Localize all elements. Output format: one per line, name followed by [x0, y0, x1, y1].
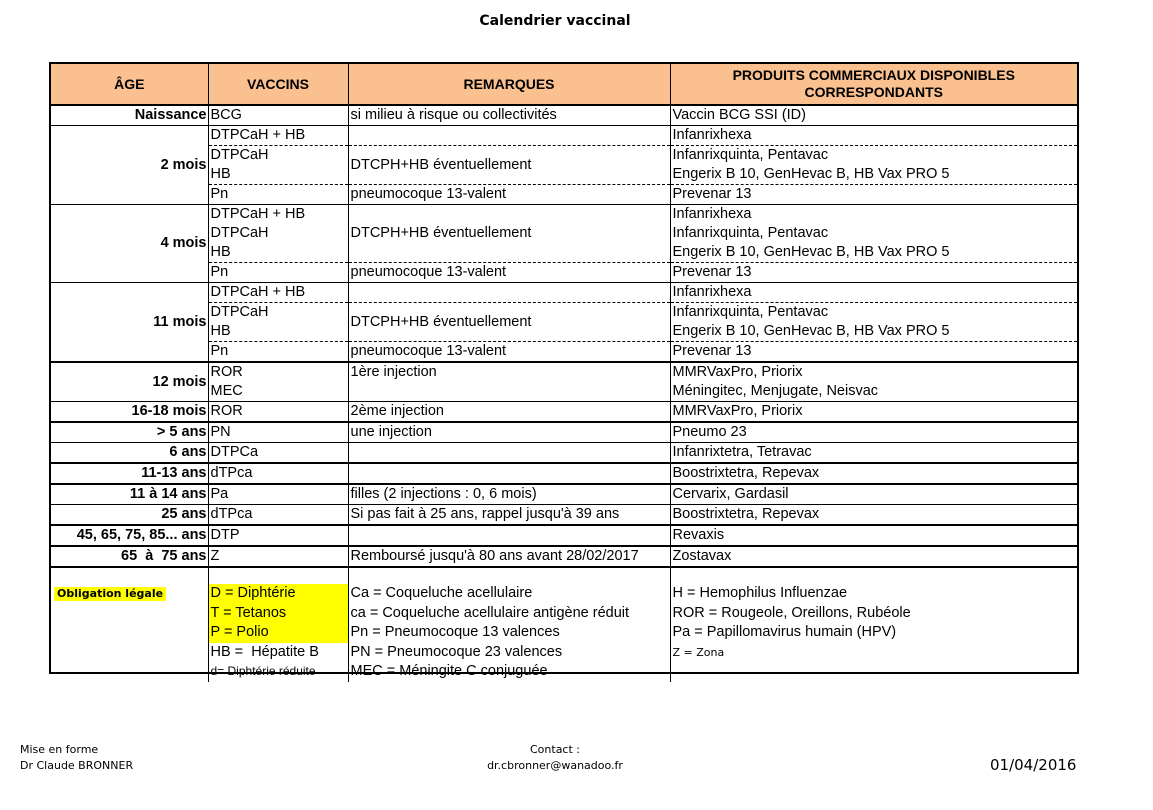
age-cell: 16-18 mois — [51, 402, 208, 423]
vaccine-cell: HB — [208, 243, 348, 263]
age-cell: 11 à 14 ans — [51, 484, 208, 505]
vaccine-cell: Pa — [208, 484, 348, 505]
header-produits-line2: CORRESPONDANTS — [804, 84, 943, 100]
obligation-legale-label: Obligation légale — [54, 587, 166, 601]
age-cell: 25 ans — [51, 505, 208, 526]
table-row — [51, 484, 1077, 505]
table-row — [51, 105, 1077, 126]
remark-cell: pneumocoque 13-valent — [348, 263, 670, 283]
vaccine-schedule-table — [49, 62, 1079, 680]
table-row — [51, 505, 1077, 526]
legend-obligation-cell — [51, 584, 208, 604]
header-produits-line1: PRODUITS COMMERCIAUX DISPONIBLES — [732, 67, 1015, 83]
age-cell: 4 mois — [51, 205, 208, 283]
vaccine-cell: BCG — [208, 105, 348, 126]
vaccine-cell: DTPCaH — [208, 303, 348, 323]
footer-author — [20, 742, 133, 774]
age-cell: 6 ans — [51, 443, 208, 464]
remark-cell: DTCPH+HB éventuellement — [348, 146, 670, 185]
table-row — [51, 463, 1077, 484]
product-cell: Boostrixtetra, Repevax — [670, 505, 1077, 526]
remark-cell: filles (2 injections : 0, 6 mois) — [348, 484, 670, 505]
footer-contact-email: dr.cbronner@wanadoo.fr — [487, 759, 623, 772]
legend-row — [51, 604, 1077, 624]
remark-cell: Remboursé jusqu'à 80 ans avant 28/02/2017 — [348, 546, 670, 567]
remark-cell: 1ère injection — [348, 362, 670, 402]
vaccine-cell: dTPca — [208, 505, 348, 526]
legend-abbrev: ROR = Rougeole, Oreillons, Rubéole — [670, 604, 1077, 624]
table-row — [51, 402, 1077, 423]
table-row — [51, 362, 1077, 382]
age-cell: 11-13 ans — [51, 463, 208, 484]
product-cell: Revaxis — [670, 525, 1077, 546]
remark-cell: pneumocoque 13-valent — [348, 342, 670, 363]
table-row — [51, 205, 1077, 225]
header-remarques: REMARQUES — [348, 64, 670, 105]
vaccine-cell: HB — [208, 165, 348, 185]
header-produits — [670, 64, 1077, 105]
vaccine-cell: Pn — [208, 263, 348, 283]
legend-empty-cell — [51, 604, 208, 624]
legend-abbrev: H = Hemophilus Influenzae — [670, 584, 1077, 604]
vaccine-cell: Pn — [208, 185, 348, 205]
header-age: ÂGE — [51, 64, 208, 105]
product-cell: Zostavax — [670, 546, 1077, 567]
product-cell: Engerix B 10, GenHevac B, HB Vax PRO 5 — [670, 165, 1077, 185]
age-cell: 65 à 75 ans — [51, 546, 208, 567]
remark-cell: une injection — [348, 422, 670, 443]
legend-abbrev: MEC = Méningite C conjuguée — [348, 662, 670, 682]
age-cell: 2 mois — [51, 126, 208, 205]
vaccine-cell: HB — [208, 322, 348, 342]
legend-row — [51, 662, 1077, 682]
product-cell: Infanrixquinta, Pentavac — [670, 224, 1077, 243]
vaccine-cell: PN — [208, 422, 348, 443]
vaccine-cell: ROR — [208, 402, 348, 423]
product-cell: Infanrixquinta, Pentavac — [670, 303, 1077, 323]
legend-abbrev: d= Diphtérie réduite — [208, 662, 348, 682]
remark-cell: Si pas fait à 25 ans, rappel jusqu'à 39 ans — [348, 505, 670, 526]
vaccine-cell: DTPCaH — [208, 146, 348, 166]
legend-abbrev: P = Polio — [208, 623, 348, 643]
vaccine-cell: DTPCaH + HB — [208, 126, 348, 146]
header-vaccins: VACCINS — [208, 64, 348, 105]
table-header-row — [51, 64, 1077, 105]
product-cell: Cervarix, Gardasil — [670, 484, 1077, 505]
product-cell: Prevenar 13 — [670, 263, 1077, 283]
product-cell: Infanrixtetra, Tetravac — [670, 443, 1077, 464]
remark-cell: 2ème injection — [348, 402, 670, 423]
legend-abbrev: Ca = Coqueluche acellulaire — [348, 584, 670, 604]
product-cell: MMRVaxPro, Priorix — [670, 402, 1077, 423]
remark-cell: DTCPH+HB éventuellement — [348, 303, 670, 342]
product-cell: Prevenar 13 — [670, 342, 1077, 363]
vaccine-cell: DTPCaH — [208, 224, 348, 243]
vaccine-cell: MEC — [208, 382, 348, 402]
legend-abbrev: D = Diphtérie — [208, 584, 348, 604]
legend-row — [51, 623, 1077, 643]
age-cell: 12 mois — [51, 362, 208, 402]
product-cell: Engerix B 10, GenHevac B, HB Vax PRO 5 — [670, 243, 1077, 263]
table-row — [51, 126, 1077, 146]
vaccine-cell: DTPCaH + HB — [208, 283, 348, 303]
table-row — [51, 283, 1077, 303]
remark-cell — [348, 126, 670, 146]
product-cell: Infanrixquinta, Pentavac — [670, 146, 1077, 166]
spacer-cell — [51, 567, 208, 584]
legend-empty-cell — [51, 662, 208, 682]
product-cell: Vaccin BCG SSI (ID) — [670, 105, 1077, 126]
age-cell: > 5 ans — [51, 422, 208, 443]
vaccine-cell: Pn — [208, 342, 348, 363]
legend-row — [51, 584, 1077, 604]
remark-cell — [348, 283, 670, 303]
legend-abbrev: ca = Coqueluche acellulaire antigène réduit — [348, 604, 670, 624]
vaccine-cell: DTPCa — [208, 443, 348, 464]
footer-author-line2: Dr Claude BRONNER — [20, 759, 134, 772]
remark-cell — [348, 463, 670, 484]
legend-empty-cell — [51, 623, 208, 643]
table-row — [51, 443, 1077, 464]
remark-cell — [348, 443, 670, 464]
legend-empty-cell — [670, 662, 1077, 682]
legend-row — [51, 643, 1077, 663]
product-cell: Boostrixtetra, Repevax — [670, 463, 1077, 484]
legend-abbrev: Pn = Pneumocoque 13 valences — [348, 623, 670, 643]
product-cell: Prevenar 13 — [670, 185, 1077, 205]
page-title: Calendrier vaccinal — [479, 13, 631, 29]
vaccine-cell: ROR — [208, 362, 348, 382]
remark-cell — [348, 525, 670, 546]
product-cell: MMRVaxPro, Priorix — [670, 362, 1077, 382]
legend-empty-cell — [51, 643, 208, 663]
product-cell: Engerix B 10, GenHevac B, HB Vax PRO 5 — [670, 322, 1077, 342]
age-cell: 45, 65, 75, 85... ans — [51, 525, 208, 546]
age-cell: 11 mois — [51, 283, 208, 363]
vaccine-cell: dTPca — [208, 463, 348, 484]
table-row — [51, 546, 1077, 567]
legend-spacer-row — [51, 567, 1077, 584]
footer-date: 01/04/2016 — [990, 756, 1077, 774]
legend-abbrev: Z = Zona — [670, 643, 1077, 663]
remark-cell: si milieu à risque ou collectivités — [348, 105, 670, 126]
product-cell: Pneumo 23 — [670, 422, 1077, 443]
legend-abbrev: PN = Pneumocoque 23 valences — [348, 643, 670, 663]
age-cell: Naissance — [51, 105, 208, 126]
vaccine-cell: DTPCaH + HB — [208, 205, 348, 225]
product-cell: Méningitec, Menjugate, Neisvac — [670, 382, 1077, 402]
table-row — [51, 525, 1077, 546]
spacer-cell — [348, 567, 670, 584]
spacer-cell — [208, 567, 348, 584]
spacer-cell — [670, 567, 1077, 584]
legend-abbrev: HB = Hépatite B — [208, 643, 348, 663]
product-cell: Infanrixhexa — [670, 283, 1077, 303]
footer-contact — [455, 742, 655, 774]
product-cell: Infanrixhexa — [670, 205, 1077, 225]
remark-cell: pneumocoque 13-valent — [348, 185, 670, 205]
product-cell: Infanrixhexa — [670, 126, 1077, 146]
legend-abbrev: T = Tetanos — [208, 604, 348, 624]
table-row — [51, 422, 1077, 443]
legend-abbrev: Pa = Papillomavirus humain (HPV) — [670, 623, 1077, 643]
vaccine-cell: Z — [208, 546, 348, 567]
vaccine-cell: DTP — [208, 525, 348, 546]
remark-cell: DTCPH+HB éventuellement — [348, 205, 670, 263]
footer-contact-label: Contact : — [530, 743, 580, 756]
footer-author-line1: Mise en forme — [20, 743, 99, 756]
